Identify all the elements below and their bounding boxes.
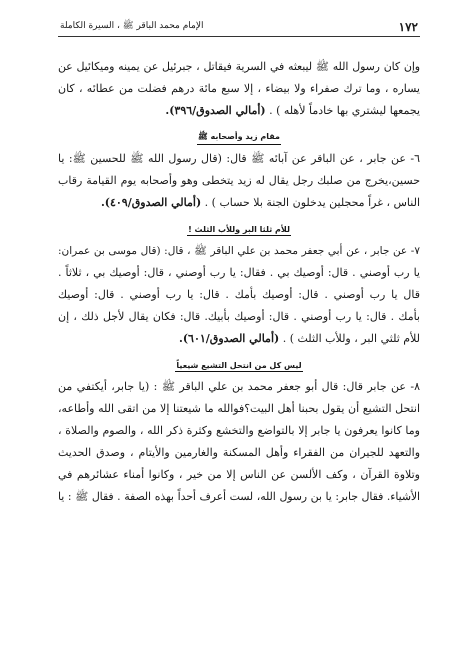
paragraph-line (58, 100, 420, 122)
line-text: يجمعها ليشتري بها خادماً لأهله ) . (269, 104, 420, 117)
section-heading: للأم ثلثا البر وللأب الثلث ! (188, 224, 290, 234)
paragraph-line: بأمك . قال: يا رب أوصني . قال: أوصيك بأبيك. قال: فكان يقال لأجل ذلك ، إن (58, 310, 420, 323)
paragraph-line (58, 328, 420, 350)
section-heading: مقام زيد وأصحابه ﷺ (58, 128, 420, 148)
paragraph-line: قال يا رب أوصني . قال: أوصيك بأمك . قال: يا رب أوصني . قال: أوصيك (58, 288, 420, 301)
paragraph-line (58, 192, 420, 214)
paragraph-line: وما كانوا يعرفون يا جابر إلا بالتواضع والتخشع وكثرة ذكر الله ، والصوم والصلاة ، (58, 424, 420, 437)
running-title: الإمام محمد الباقر ﷺ ، السيرة الكاملة (60, 21, 204, 31)
paragraph-line: ٨- عن جابر قال: قال أبو جعفر محمد بن علي الباقر ﷺ : (يا جابر، أيكتفي من (58, 380, 420, 393)
page-body (58, 56, 420, 508)
paragraph-line: ٦- عن جابر ، عن الباقر عن آبائه ﷺ قال: (قال رسول الله ﷺ للحسين ﷺ: يا (58, 152, 420, 165)
paragraph-line: وإن كان رسول الله ﷺ ليبعثه في السرية فيقاتل ، جبرئيل عن يمينه وميكائيل عن (58, 60, 420, 73)
paragraph-line: حسين،يخرج من صلبك رجل يقال له زيد يتخطى وهو وأصحابه يوم القيامة رقاب (58, 174, 420, 187)
source-reference: (أمالي الصدوق/٤٠٩). (100, 196, 202, 209)
line-text: للأم ثلثي البر ، وللأب الثلث ) . (282, 332, 420, 345)
source-reference: (أمالي الصدوق/٦٠١). (178, 332, 280, 345)
paragraph-line: والتعهد للجيران من الفقراء وأهل المسكنة والغارمين والأيتام ، وصدق الحديث (58, 446, 420, 459)
paragraph-line: وتلاوة القرآن ، وكف الألسن عن الناس إلا من خير ، وكانوا أمناء عشائرهم في (58, 468, 420, 481)
paragraph-line: ٧- عن جابر ، عن أبي جعفر محمد بن علي الباقر ﷺ ، قال: (قال موسى بن عمران: (58, 245, 420, 257)
paragraph-line: انتحل التشيع أن يقول بحبنا أهل البيت؟فوالله ما شيعتنا إلا من اتقى الله وأطاعه، (58, 402, 420, 415)
paragraph-line: يا رب أوصني . قال: أوصيك بي . فقال: يا رب أوصني ، قال: أوصيك بي ، ثلاثاً . (58, 266, 420, 279)
section-heading: ليس كل من انتحل التشيع شيعياً (176, 360, 302, 370)
source-reference: (أمالي الصدوق/٣٩٦). (165, 104, 266, 117)
running-header (58, 18, 420, 37)
page-number: ١٧٢ (398, 20, 418, 34)
paragraph-line: الأشياء. فقال جابر: يا بن رسول الله، لست أعرف أحداً بهذه الصفة . فقال ﷺ : يا (58, 490, 420, 503)
line-text: الناس ، غراً محجلين يدخلون الجنة بلا حساب ) . (204, 196, 420, 209)
paragraph-line: يساره ، وما ترك صفراء ولا بيضاء ، إلا سبع مائة درهم فضلت من عطائه ، كان (58, 82, 420, 95)
